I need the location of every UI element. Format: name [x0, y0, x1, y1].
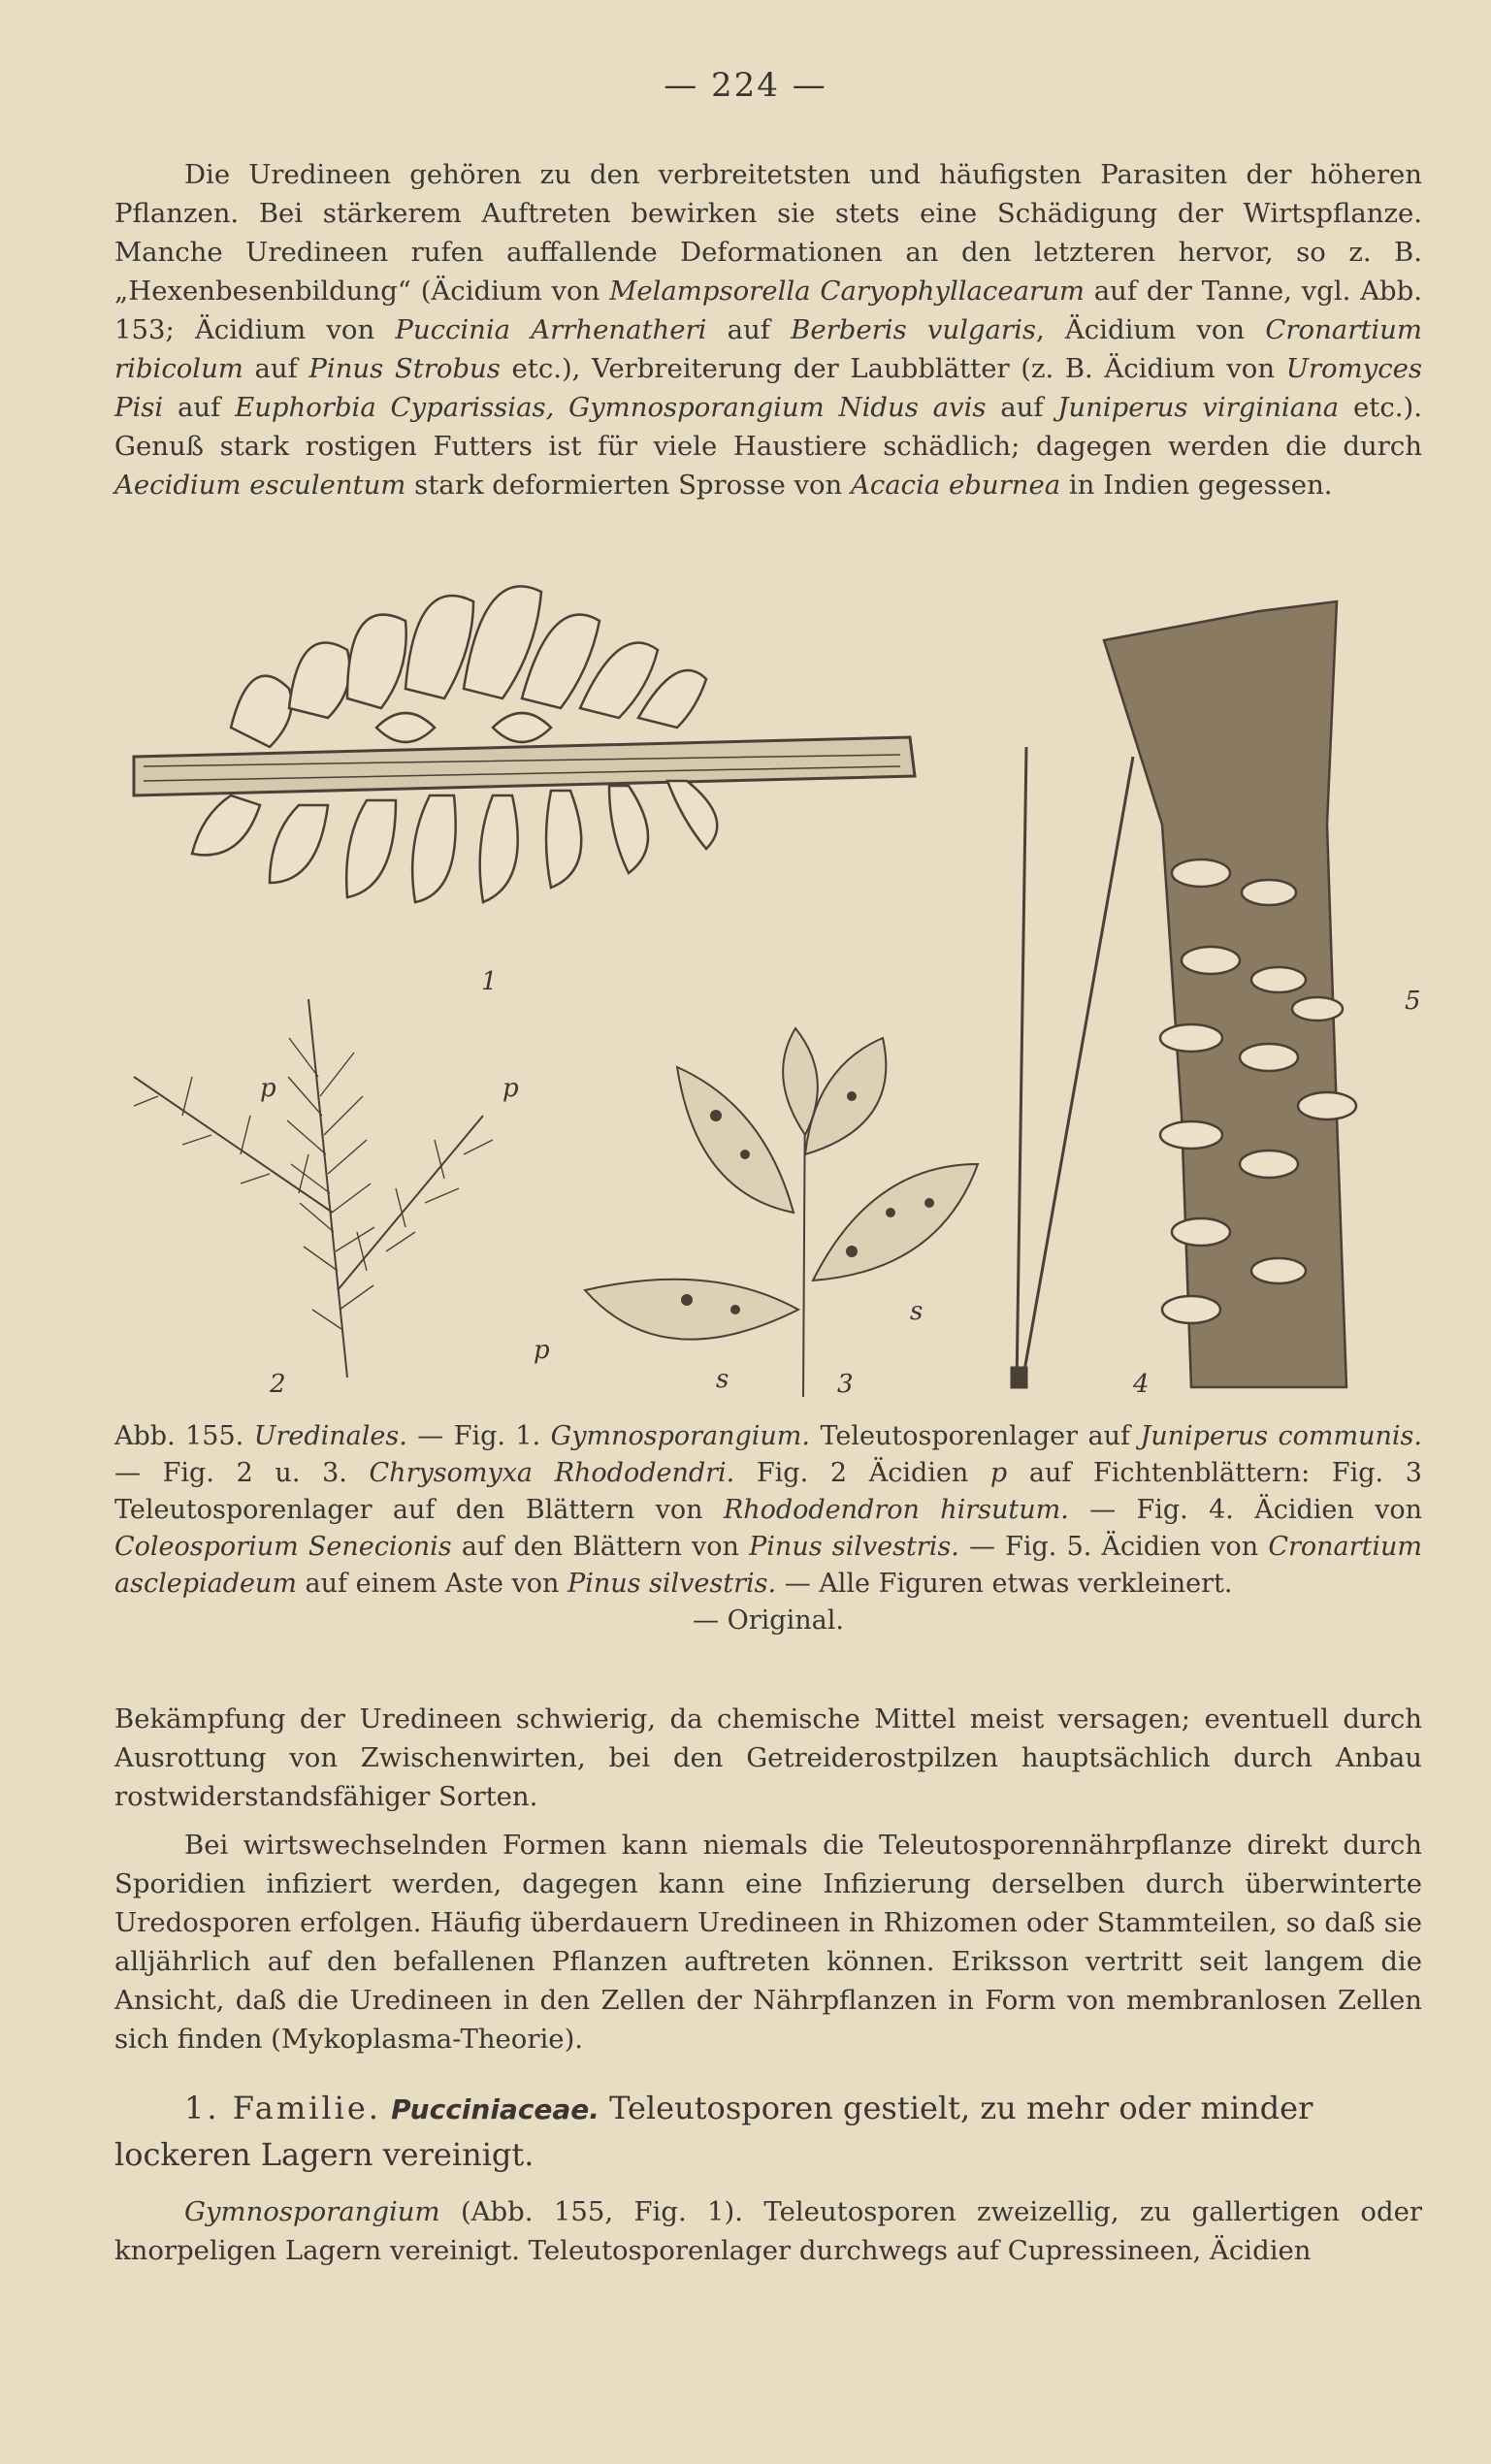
fig3-rhododendron-leaves — [585, 1028, 978, 1397]
fig1-juniper-branch — [134, 586, 915, 902]
family-heading: 1. Familie. Pucciniaceae. Teleutosporen gestielt, zu mehr oder minder lockeren Lagern vereinigt. — [114, 2090, 1313, 2173]
paragraph-infection: Bei wirtswechselnden Formen kann niemals die Teleutosporennährpflanze direkt durch Sporidien infiziert werden, dagegen kann eine Infizierung derselben durch überwinterte Uredosporen erfolgen. Häufig überdauern Uredineen in Rhizomen oder Stammteilen, so daß sie alljährlich auf den befallenen Pflanzen auftreten können. Eriksson vertritt seit langem die Ansicht, daß die Uredineen in den Zellen der Nährpflanzen in Form von membranlosen Zellen sich finden (Mykoplasma-Theorie). — [114, 1830, 1422, 2055]
family-label: 1. Familie. — [184, 2090, 381, 2126]
fig2-label-p-b: p — [502, 1074, 519, 1103]
figure-illustration — [114, 534, 1422, 1407]
fig4-label: 4 — [1133, 1370, 1150, 1399]
figure-caption: Abb. 155. Uredinales. — Fig. 1. Gymnosporangium. Teleutosporenlager auf Juniperus communis. — Fig. 2 u. 3. Chrysomyxa Rhododendri. Fig. 2 Äcidien p auf Fichtenblättern: Fig. 3 Teleutosporenlager auf den Blättern von Rhododendron hirsutum. — Fig. 4. Äcidien von Coleosporium Senecionis auf den Blättern von Pinus silvestris. — Fig. 5. Äcidien von Cronartium asclepiadeum auf einem Aste von Pinus silvestris. — Alle Figuren etwas verkleinert. — Original. — [114, 1418, 1422, 1639]
fig2-label-p-c: p — [534, 1336, 550, 1365]
fig5-label: 5 — [1405, 987, 1421, 1016]
paragraph-gymnosporangium: Gymnosporangium (Abb. 155, Fig. 1). Teleutosporen zweizellig, zu gallertigen oder knorpeligen Lagern vereinigt. Teleutosporenlager durchwegs auf Cupressineen, Äcidien — [114, 2196, 1422, 2266]
botanical-engraving — [114, 534, 1422, 1407]
paragraph-control: Bekämpfung der Uredineen schwierig, da chemische Mittel meist versagen; eventuell durch Ausrottung von Zwischenwirten, bei den Getreiderostpilzen hauptsächlich durch Anbau rostwiderstandsfähiger Sorten. — [114, 1703, 1422, 1812]
fig2-label: 2 — [270, 1370, 286, 1399]
fig2-spruce-twig — [134, 999, 493, 1378]
fig3-label-s-a: s — [716, 1365, 729, 1394]
fig1-label: 1 — [481, 967, 498, 996]
fig5-pine-bark — [1104, 601, 1356, 1387]
family-name: Pucciniaceae. — [391, 2093, 600, 2125]
fig4-pine-needles — [1012, 747, 1133, 1387]
paragraph-intro: Die Uredineen gehören zu den verbreitetsten und häufigsten Parasiten der höheren Pflanzen. Bei stärkerem Auftreten bewirken sie stets eine Schädigung der Wirtspflanze. Manche Uredineen rufen auffallende Deformationen an den letzteren hervor, so z. B. „Hexenbesenbildung“ (Äcidium von Melampsorella Caryophyllacearum auf der Tanne, vgl. Abb. 153; Äcidium von Puccinia Arrhenatheri auf Berberis vulgaris, Äcidium von Cronartium ribicolum auf Pinus Strobus etc.), Verbreiterung der Laubblätter (z. B. Äcidium von Uromyces Pisi auf Euphorbia Cyparissias, Gymnosporangium Nidus avis auf Juniperus virginiana etc.). Genuß stark rostigen Futters ist für viele Haustiere schädlich; dagegen werden die durch Aecidium esculentum stark deformierten Sprosse von Acacia eburnea in Indien gegessen. — [114, 159, 1423, 501]
page-number: — 224 — — [664, 66, 827, 105]
fig2-label-p-a: p — [260, 1074, 276, 1103]
fig3-label-s-b: s — [910, 1297, 924, 1326]
caption-original: — Original. — [693, 1605, 844, 1636]
fig3-label: 3 — [837, 1370, 854, 1399]
